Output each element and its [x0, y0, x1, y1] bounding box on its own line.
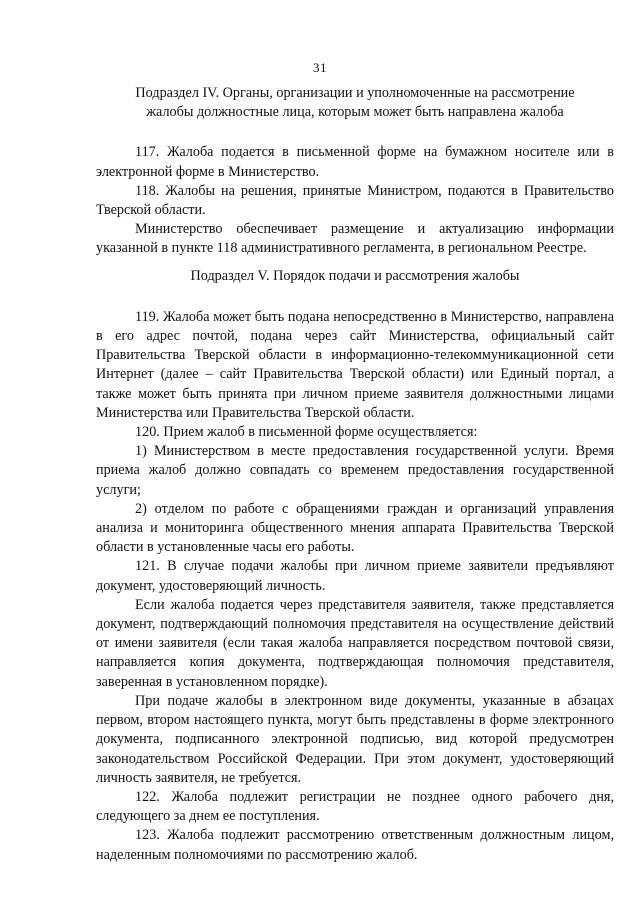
paragraph-122: 122. Жалоба подлежит регистрации не позднее одного рабочего дня, следующего за днем ее поступления. [96, 788, 614, 825]
subsection-4-heading: Подраздел IV. Органы, организации и уполномоченные на рассмотрение жалобы должностные лица, которым может быть направлена жалоба [135, 85, 575, 121]
paragraph-117: 117. Жалоба подается в письменной форме на бумажном носителе или в электронной форме в Министерство. [96, 144, 614, 180]
subsection-5-heading: Подраздел V. Порядок подачи и рассмотрения жалобы [190, 267, 520, 284]
paragraph-123: 123. Жалоба подлежит рассмотрению ответственным должностным лицом, наделенным полномочиями по рассмотрению жалоб. [96, 827, 614, 863]
paragraph-120-item-2: 2) отделом по работе с обращениями граждан и организаций управления анализа и мониторинга общественного мнения аппарата Правительства Тверской области в установленные часы его работы. [96, 500, 614, 556]
page-number: 31 [313, 60, 327, 75]
paragraph-120: 120. Прием жалоб в письменной форме осуществляется: [135, 424, 478, 441]
paragraph-119: 119. Жалоба может быть подана непосредственно в Министерство, направлена в его адрес почтой, подана через сайт Министерства, официальный сайт Правительства Тверской области в информационно-телекоммуникационной сети Интернет (далее – сайт Правительства Тверской области) или Единый портал, а также может быть принята при личном приеме заявителя должностными лицами Министерства или Правительства Тверской области. [96, 308, 614, 421]
paragraph-118-ministry-info: Министерство обеспечивает размещение и актуализацию информации указанной в пункте 118 административного регламента, в региональном Реестре. [96, 221, 614, 257]
paragraph-118: 118. Жалобы на решения, принятые Министром, подаются в Правительство Тверской области. [96, 182, 614, 219]
document-body [96, 84, 614, 865]
paragraph-120-item-1: 1) Министерством в месте предоставления государственной услуги. Время приема жалоб должно совпадать со временем предоставления государственной услуги; [96, 443, 614, 498]
paragraph-121-representative: Если жалоба подается через представителя заявителя, также представляется документ, подтверждающий полномочия представителя на осуществление действий от имени заявителя (если такая жалоба направляется посредством почтовой связи, направляется копия документа, подтверждающая полномочия представителя, заверенная в установленном порядке). [96, 596, 614, 690]
paragraph-121-electronic: При подаче жалобы в электронном виде документы, указанные в абзацах первом, втором настоящего пункта, могут быть представлены в форме электронного документа, подписанного электронной подписью, вид которой предусмотрен законодательством Российской Федерации. При этом документ, удостоверяющий личность заявителя, не требуется. [96, 692, 614, 786]
paragraph-121: 121. В случае подачи жалобы при личном приеме заявители предъявляют документ, удостоверяющий личность. [96, 558, 614, 594]
